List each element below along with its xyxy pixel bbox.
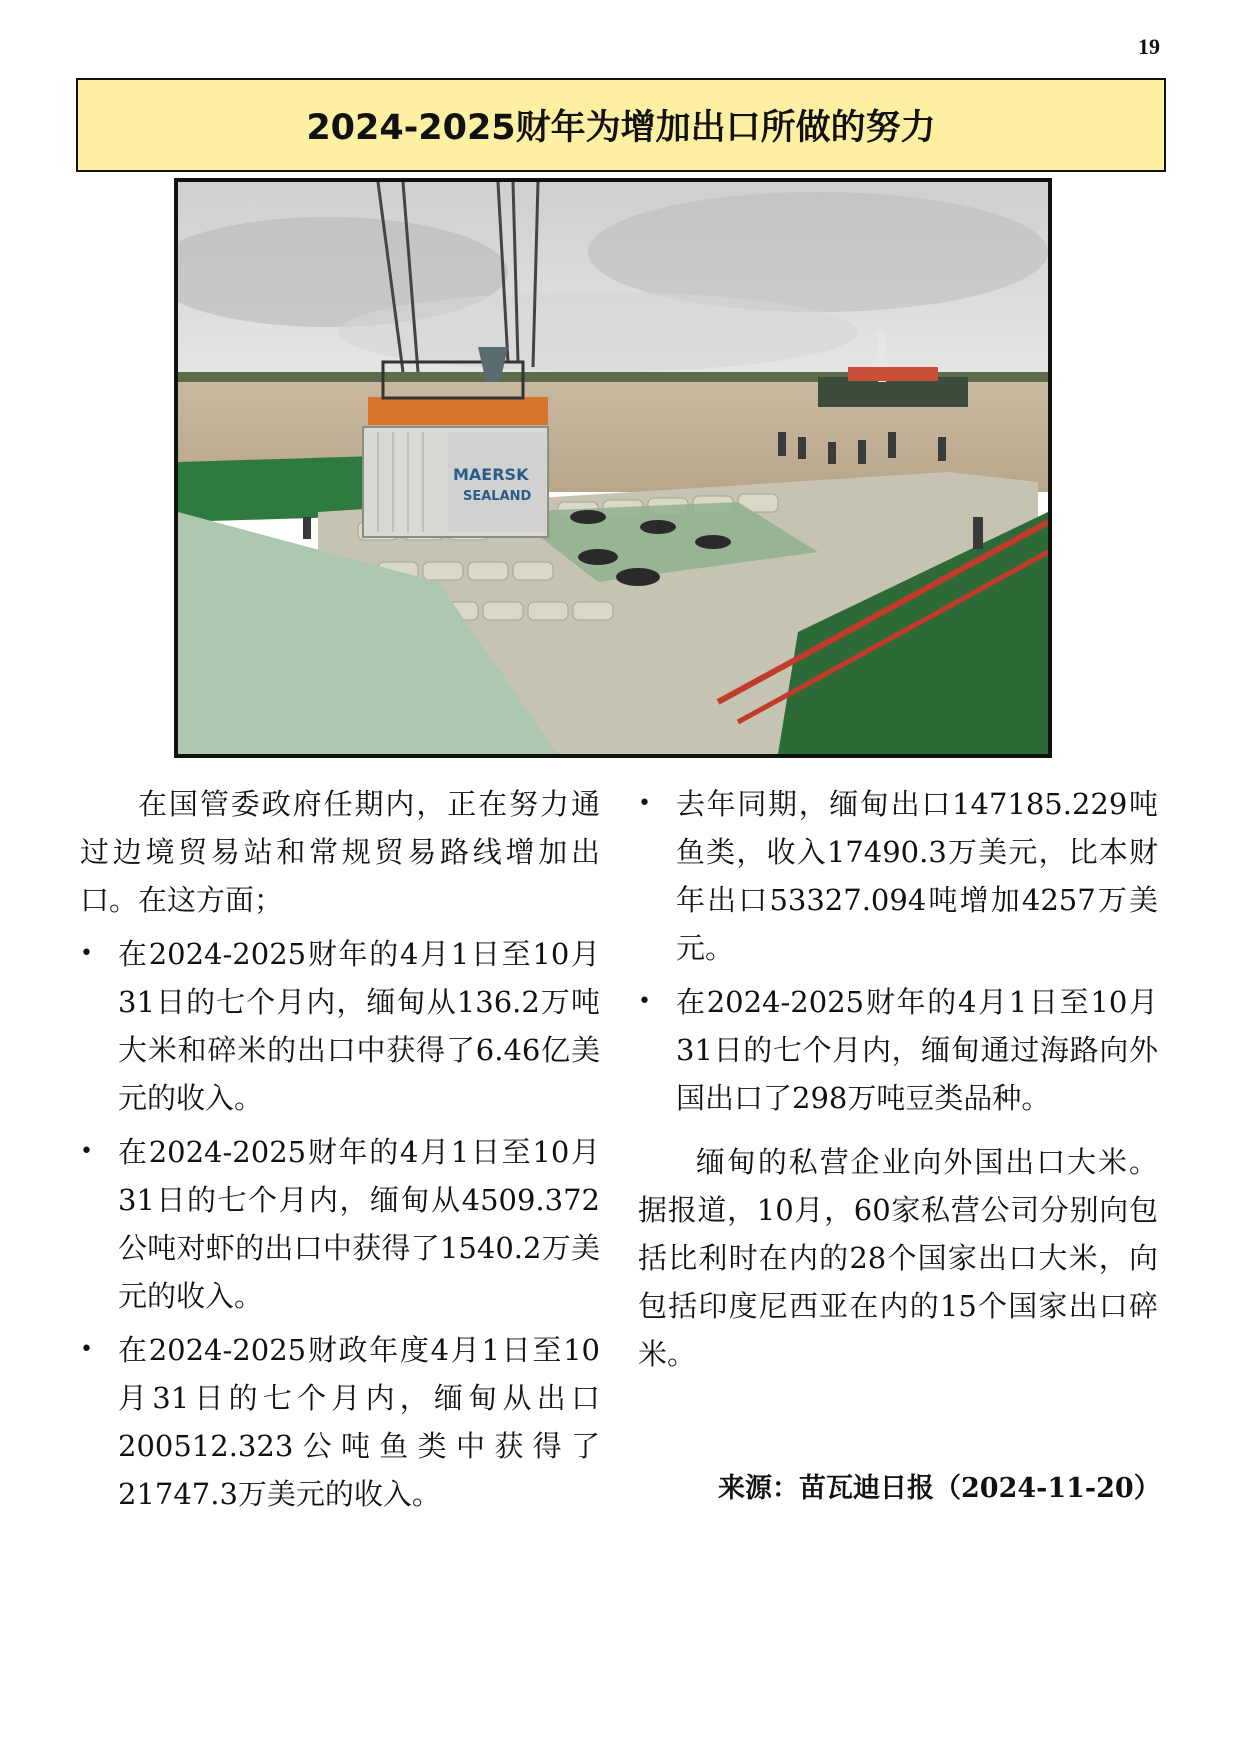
page-number: 19	[1138, 34, 1160, 59]
list-item: • 在2024-2025财年的4月1日至10月31日的七个月内，缅甸通过海路向外国出口了298万吨豆类品种。	[638, 978, 1158, 1122]
page-title: 2024-2025财年为增加出口所做的努力	[306, 108, 936, 148]
right-bullet-list	[638, 780, 1158, 1122]
shipping-container	[363, 427, 548, 537]
source-credit: 来源：苗瓦迪日报（2024-11-20）	[718, 1473, 1161, 1504]
left-column	[80, 780, 600, 1524]
list-item: • 在2024-2025财年的4月1日至10月31日的七个月内，缅甸从136.2万吨大米和碎米的出口中获得了6.46亿美元的收入。	[80, 930, 600, 1122]
list-item: • 在2024-2025财年的4月1日至10月31日的七个月内，缅甸从4509.372公吨对虾的出口中获得了1540.2万美元的收入。	[80, 1128, 600, 1320]
port-loading-illustration	[178, 182, 1048, 754]
crane-spreader	[368, 397, 548, 425]
left-bullet-list	[80, 930, 600, 1518]
closing-paragraph: 缅甸的私营企业向外国出口大米。据报道，10月，60家私营公司分别向包括比利时在内的28个国家出口大米，向包括印度尼西亚在内的15个国家出口碎米。	[638, 1145, 1158, 1371]
right-column	[638, 780, 1158, 1378]
intro-paragraph: 在国管委政府任期内，正在努力通过边境贸易站和常规贸易路线增加出口。在这方面；	[80, 787, 600, 917]
container-sub-label: SEALAND	[463, 489, 532, 504]
title-banner	[76, 78, 1166, 172]
container-brand-label: MAERSK	[453, 465, 529, 484]
port-photo	[174, 178, 1052, 758]
list-item: • 去年同期，缅甸出口147185.229吨鱼类，收入17490.3万美元，比本财年出口53327.094吨增加4257万美元。	[638, 780, 1158, 972]
list-item: • 在2024-2025财政年度4月1日至10月31日的七个月内，缅甸从出口200512.323公吨鱼类中获得了21747.3万美元的收入。	[80, 1326, 600, 1518]
